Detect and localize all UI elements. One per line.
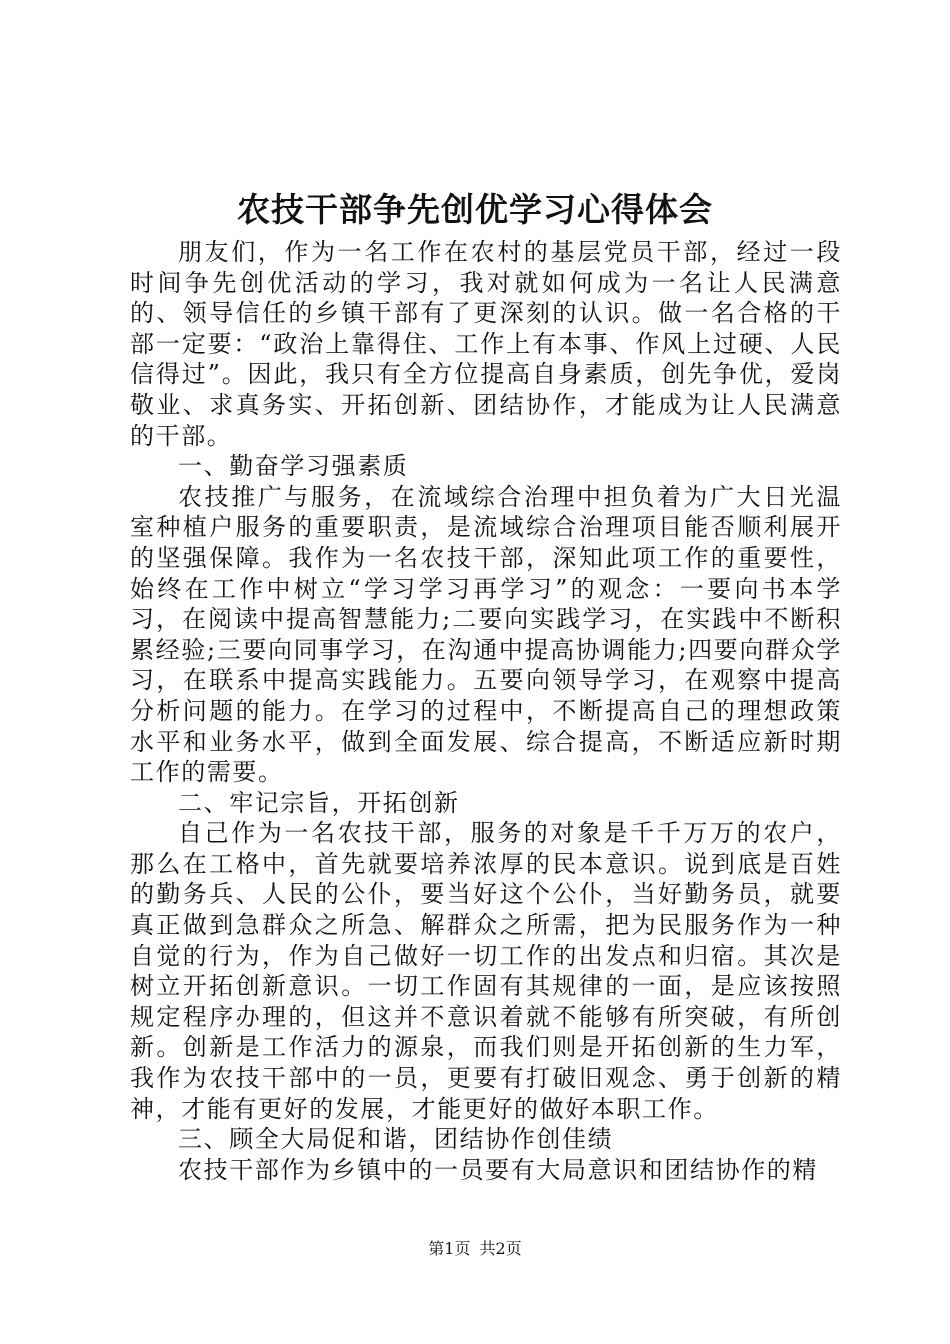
page-number-current: 第1页 — [428, 1239, 471, 1258]
section-heading-1: 一、勤奋学习强素质 — [178, 452, 409, 481]
document-body — [130, 237, 842, 1185]
paragraph-section-1: 农技推广与服务，在流域综合治理中担负着为广大日光温室种植户服务的重要职责，是流域综合治理项目能否顺利展开的坚强保障。我作为一名农技干部，深知此项工作的重要性，始终在工作中树立“学习学习再学习”的观念：一要向书本学习，在阅读中提高智慧能力;二要向实践学习，在实践中不断积累经验;三要向同事学习，在沟通中提高协调能力;四要向群众学习，在联系中提高实践能力。五要向领导学习，在观察中提高分析问题的能力。在学习的过程中，不断提高自己的理想政策水平和业务水平，做到全面发展、综合提高，不断适应新时期工作的需要。 — [130, 482, 842, 787]
page-number-total: 共2页 — [479, 1239, 522, 1258]
paragraph-section-2: 自己作为一名农技干部，服务的对象是千千万万的农户，那么在工格中，首先就要培养浓厚的民本意识。说到底是百姓的勤务兵、人民的公仆，要当好这个公仆，当好勤务员，就要真正做到急群众之所急、解群众之所需，把为民服务作为一种自觉的行为，作为自己做好一切工作的出发点和归宿。其次是树立开拓创新意识。一切工作固有其规律的一面，是应该按照规定程序办理的，但这并不意识着就不能够有所突破，有所创新。创新是工作活力的源泉，而我们则是开拓创新的生力军，我作为农技干部中的一员，更要有打破旧观念、勇于创新的精神，才能有更好的发展，才能更好的做好本职工作。 — [130, 819, 842, 1123]
paragraph-section-3: 农技干部作为乡镇中的一员要有大局意识和团结协作的精 — [178, 1155, 818, 1184]
section-heading-3: 三、顾全大局促和谐，团结协作创佳绩 — [178, 1125, 614, 1154]
document-title: 农技干部争先创优学习心得体会 — [237, 190, 713, 229]
paragraph-intro: 朋友们，作为一名工作在农村的基层党员干部，经过一段时间争先创优活动的学习，我对就如何成为一名让人民满意的、领导信任的乡镇干部有了更深刻的认识。做一名合格的干部一定要：“政治上靠得住、工作上有本事、作风上过硬、人民信得过”。因此，我只有全方位提高自身素质，创先争优，爱岗敬业、求真务实、开拓创新、团结协作，才能成为让人民满意的干部。 — [130, 238, 842, 450]
section-heading-2: 二、牢记宗旨，开拓创新 — [178, 788, 460, 817]
page-footer — [0, 1237, 950, 1261]
